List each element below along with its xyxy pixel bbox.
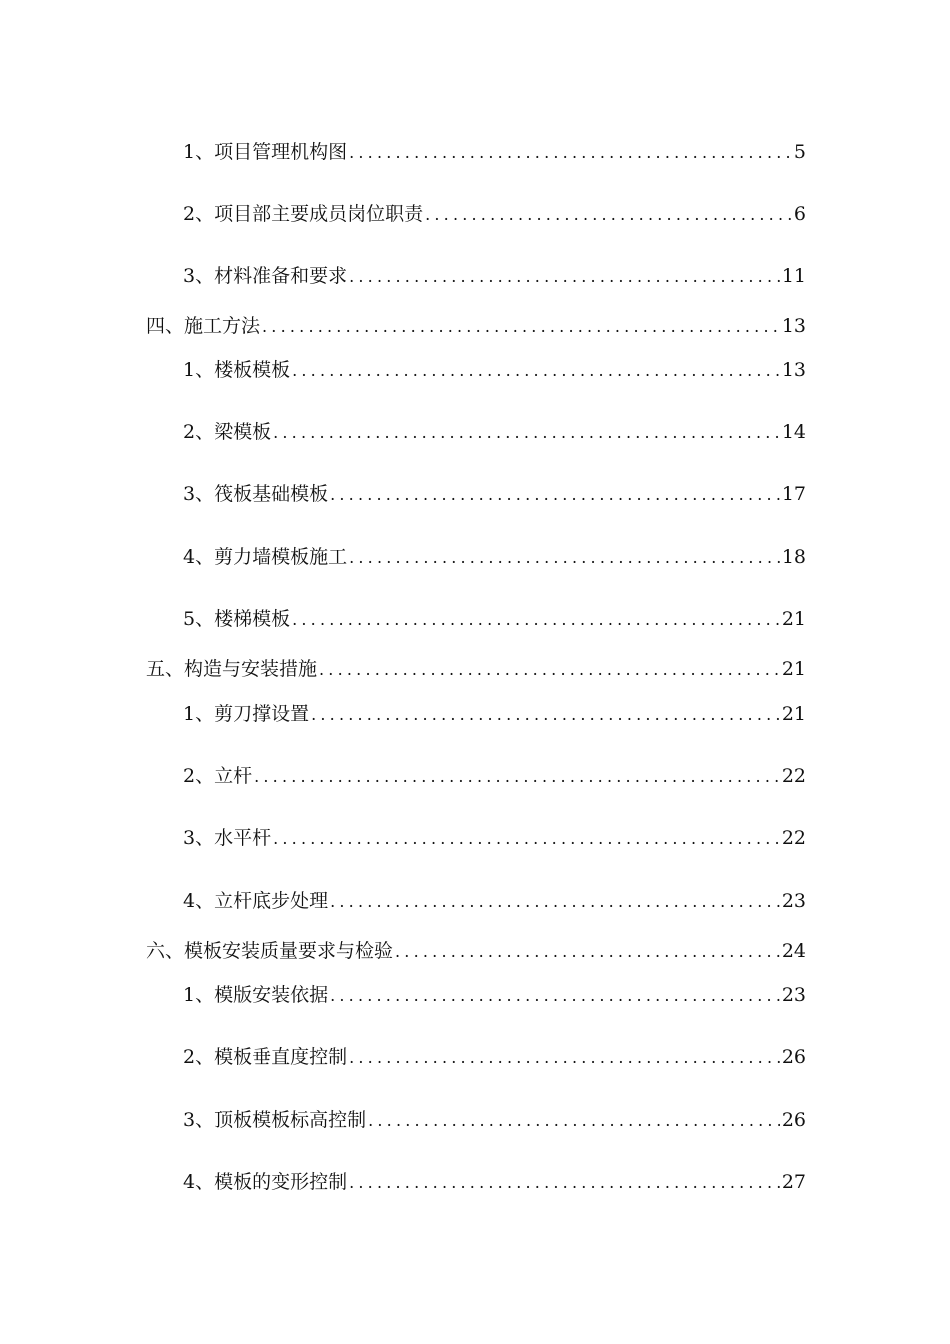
toc-entry-label: 六、模板安装质量要求与检验 <box>146 940 394 962</box>
toc-entry-label: 3、材料准备和要求 <box>183 265 348 287</box>
toc-page-number: 22 <box>781 827 806 849</box>
toc-entry-label: 五、构造与安装措施 <box>146 658 318 680</box>
toc-entry-label: 2、模板垂直度控制 <box>183 1046 348 1068</box>
toc-entry-label: 4、立杆底步处理 <box>183 890 329 912</box>
toc-page-number: 18 <box>781 546 806 568</box>
toc-page-number: 13 <box>781 359 806 381</box>
toc-entry-label: 1、项目管理机构图 <box>183 141 348 163</box>
dot-leader <box>349 1169 780 1197</box>
toc-page-number: 5 <box>793 141 806 163</box>
toc-page-number: 26 <box>781 1046 806 1068</box>
toc-section-entry[interactable] <box>146 937 806 965</box>
toc-section-entry[interactable] <box>146 655 806 683</box>
toc-entry[interactable] <box>183 824 806 852</box>
toc-section-entry[interactable] <box>146 312 806 340</box>
toc-entry[interactable] <box>183 1106 806 1134</box>
dot-leader <box>368 1107 780 1135</box>
toc-entry[interactable] <box>183 1043 806 1071</box>
toc-entry-label: 3、水平杆 <box>183 827 272 849</box>
toc-page-number: 11 <box>781 265 806 287</box>
dot-leader <box>395 938 780 966</box>
toc-page-number: 6 <box>793 203 806 225</box>
dot-leader <box>330 982 780 1010</box>
dot-leader <box>254 763 780 791</box>
toc-page-number: 23 <box>781 890 806 912</box>
toc-page-number: 21 <box>781 658 806 680</box>
dot-leader <box>349 139 792 167</box>
toc-entry[interactable] <box>183 356 806 384</box>
toc-page-number: 21 <box>781 608 806 630</box>
dot-leader <box>292 357 780 385</box>
toc-page-number: 17 <box>781 483 806 505</box>
dot-leader <box>330 481 780 509</box>
toc-entry-label: 1、模版安装依据 <box>183 984 329 1006</box>
toc-entry[interactable] <box>183 543 806 571</box>
dot-leader <box>262 313 780 341</box>
toc-entry[interactable] <box>183 981 806 1009</box>
toc-entry[interactable] <box>183 200 806 228</box>
toc-entry-label: 四、施工方法 <box>146 315 261 337</box>
dot-leader <box>349 263 780 291</box>
toc-entry-label: 1、楼板模板 <box>183 359 291 381</box>
toc-page-number: 24 <box>781 940 806 962</box>
toc-page-number: 27 <box>781 1171 806 1193</box>
toc-page-number: 23 <box>781 984 806 1006</box>
toc-entry[interactable] <box>183 887 806 915</box>
toc-entry[interactable] <box>183 700 806 728</box>
dot-leader <box>349 544 780 572</box>
toc-entry-label: 2、梁模板 <box>183 421 272 443</box>
dot-leader <box>425 201 792 229</box>
toc-entry[interactable] <box>183 418 806 446</box>
toc-page-number: 26 <box>781 1109 806 1131</box>
toc-entry-label: 2、立杆 <box>183 765 253 787</box>
toc-entry-label: 5、楼梯模板 <box>183 608 291 630</box>
toc-entry-label: 3、筏板基础模板 <box>183 483 329 505</box>
toc-entry-label: 4、剪力墙模板施工 <box>183 546 348 568</box>
dot-leader <box>273 419 780 447</box>
dot-leader <box>273 825 780 853</box>
toc-entry[interactable] <box>183 1168 806 1196</box>
toc-entry[interactable] <box>183 262 806 290</box>
toc-entry-label: 3、顶板模板标高控制 <box>183 1109 367 1131</box>
toc-page-number: 14 <box>781 421 806 443</box>
toc-entry[interactable] <box>183 762 806 790</box>
dot-leader <box>349 1044 780 1072</box>
toc-entry[interactable] <box>183 605 806 633</box>
dot-leader <box>292 606 780 634</box>
toc-page-number: 22 <box>781 765 806 787</box>
toc-entry-label: 2、项目部主要成员岗位职责 <box>183 203 424 225</box>
toc-page-number: 21 <box>781 703 806 725</box>
dot-leader <box>311 701 780 729</box>
toc-page-number: 13 <box>781 315 806 337</box>
toc-entry-label: 1、剪刀撑设置 <box>183 703 310 725</box>
toc-entry-label: 4、模板的变形控制 <box>183 1171 348 1193</box>
dot-leader <box>319 656 780 684</box>
toc-entry[interactable] <box>183 138 806 166</box>
dot-leader <box>330 888 780 916</box>
toc-entry[interactable] <box>183 480 806 508</box>
